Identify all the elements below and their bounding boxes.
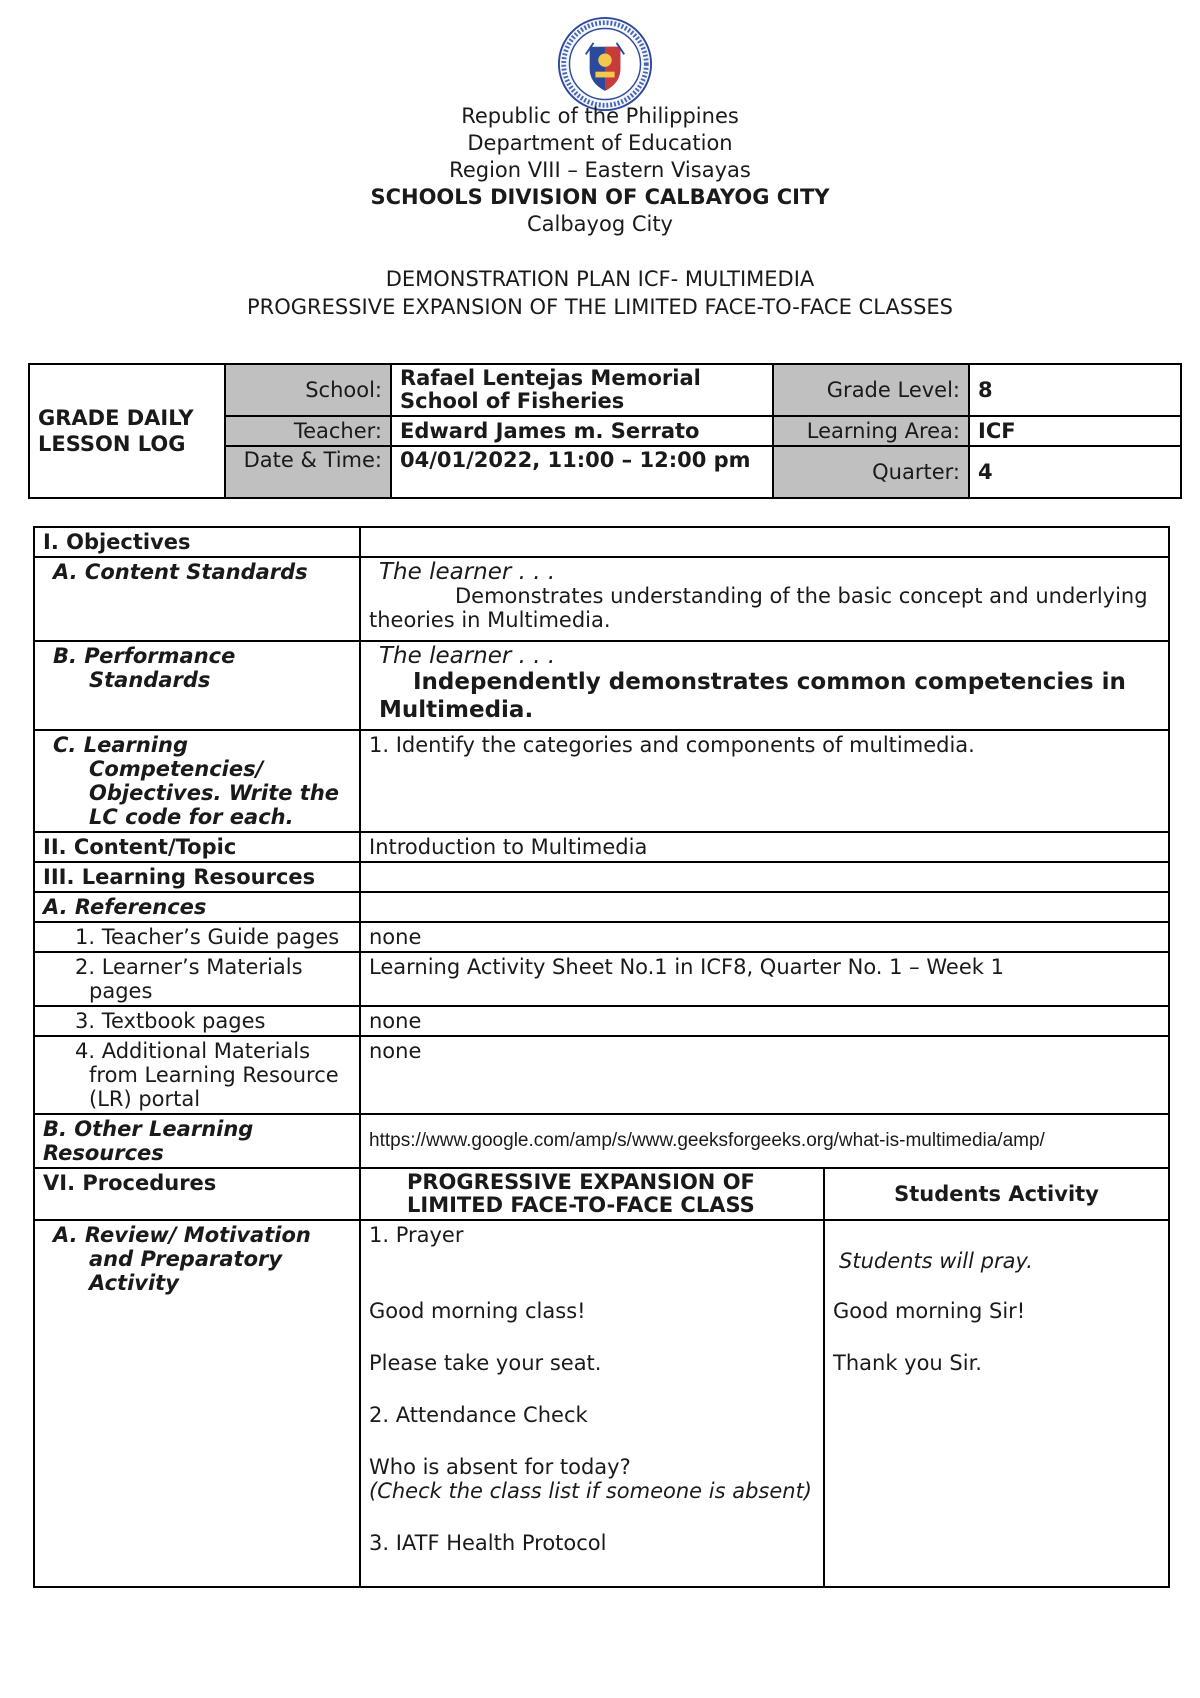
school-value: Rafael Lentejas Memorial School of Fisheries bbox=[391, 364, 773, 416]
review-motivation-label: A. Review/ Motivation and Preparatory Activity bbox=[53, 1223, 311, 1295]
school-label: School: bbox=[225, 364, 391, 416]
teachers-guide-label: 1. Teacher’s Guide pages bbox=[34, 922, 360, 952]
other-resources-link[interactable]: https://www.google.com/amp/s/www.geeksforgeeks.org/what-is-multimedia/amp/ bbox=[360, 1114, 1169, 1168]
students-activity-cell bbox=[824, 1220, 1169, 1587]
procedures-label: VI. Procedures bbox=[34, 1168, 360, 1220]
learning-area-label: Learning Area: bbox=[773, 416, 969, 446]
references-empty-cell bbox=[360, 892, 1169, 922]
additional-materials-label: 4. Additional Materials from Learning Resource (LR) portal bbox=[75, 1039, 339, 1111]
content-standards-label: A. Content Standards bbox=[53, 560, 308, 584]
grade-level-value: 8 bbox=[969, 364, 1181, 416]
learners-materials-label: 2. Learner’s Materials pages bbox=[75, 955, 303, 1003]
learners-materials-value: Learning Activity Sheet No.1 in ICF8, Quarter No. 1 – Week 1 bbox=[360, 952, 1169, 1006]
other-resources-label: B. Other Learning Resources bbox=[34, 1114, 360, 1168]
lesson-log-info-table bbox=[28, 363, 1182, 499]
performance-standards-lead: The learner . . . bbox=[379, 643, 556, 669]
header-city: Calbayog City bbox=[526, 212, 673, 236]
content-standards-lead: The learner . . . bbox=[379, 559, 556, 585]
iatf-step: 3. IATF Health Protocol bbox=[369, 1531, 607, 1555]
students-greeting-line: Good morning Sir! bbox=[833, 1299, 1026, 1323]
teachers-guide-value: none bbox=[360, 922, 1169, 952]
students-thanks-line: Thank you Sir. bbox=[833, 1351, 982, 1375]
learning-competencies-text: 1. Identify the categories and components of multimedia. bbox=[360, 730, 1169, 832]
content-topic-value: Introduction to Multimedia bbox=[360, 832, 1169, 862]
attendance-step: 2. Attendance Check bbox=[369, 1403, 588, 1427]
plan-subtitle: PROGRESSIVE EXPANSION OF THE LIMITED FACE-TO-FACE CLASSES bbox=[246, 295, 954, 319]
teacher-activity-column-header: PROGRESSIVE EXPANSION OF LIMITED FACE-TO-FACE CLASS bbox=[360, 1168, 824, 1220]
absent-note: (Check the class list if someone is absent) bbox=[369, 1479, 812, 1503]
header-division: SCHOOLS DIVISION OF CALBAYOG CITY bbox=[370, 185, 830, 209]
header-region: Region VIII – Eastern Visayas bbox=[449, 158, 751, 182]
objectives-heading: I. Objectives bbox=[34, 527, 360, 557]
deped-seal-logo bbox=[557, 16, 653, 112]
learning-resources-empty-cell bbox=[360, 862, 1169, 892]
plan-title: DEMONSTRATION PLAN ICF- MULTIMEDIA bbox=[385, 267, 815, 291]
additional-materials-value: none bbox=[360, 1036, 1169, 1114]
greeting-line: Good morning class! bbox=[369, 1299, 586, 1323]
prayer-step: 1. Prayer bbox=[369, 1223, 464, 1247]
performance-standards-text: Independently demonstrates common competencies in Multimedia. bbox=[379, 669, 1126, 723]
content-standards-text: Demonstrates understanding of the basic concept and underlying theories in Multimedia. bbox=[369, 584, 1148, 632]
quarter-label: Quarter: bbox=[773, 446, 969, 498]
performance-standards-label: B. Performance Standards bbox=[53, 644, 236, 692]
students-activity-column-header: Students Activity bbox=[824, 1168, 1169, 1220]
objectives-empty-cell bbox=[360, 527, 1169, 557]
header-republic: Republic of the Philippines bbox=[461, 104, 739, 128]
references-label: A. References bbox=[34, 892, 360, 922]
teacher-activity-cell bbox=[360, 1220, 824, 1587]
teacher-label: Teacher: bbox=[225, 416, 391, 446]
grade-level-label: Grade Level: bbox=[773, 364, 969, 416]
students-pray-line: Students will pray. bbox=[839, 1249, 1033, 1273]
quarter-value: 4 bbox=[969, 446, 1181, 498]
date-time-label: Date & Time: bbox=[225, 446, 391, 498]
log-title: GRADE DAILY LESSON LOG bbox=[29, 364, 225, 498]
take-seat-line: Please take your seat. bbox=[369, 1351, 602, 1375]
learning-area-value: ICF bbox=[969, 416, 1181, 446]
textbook-pages-label: 3. Textbook pages bbox=[34, 1006, 360, 1036]
learning-resources-label: III. Learning Resources bbox=[34, 862, 360, 892]
learning-competencies-label: C. Learning Competencies/ Objectives. Write the LC code for each. bbox=[53, 733, 340, 829]
textbook-pages-value: none bbox=[360, 1006, 1169, 1036]
teacher-value: Edward James m. Serrato bbox=[391, 416, 773, 446]
date-time-value: 04/01/2022, 11:00 – 12:00 pm bbox=[391, 446, 773, 498]
absent-question: Who is absent for today? bbox=[369, 1455, 631, 1479]
header-department: Department of Education bbox=[467, 131, 733, 155]
content-topic-label: II. Content/Topic bbox=[34, 832, 360, 862]
lesson-plan-table bbox=[33, 526, 1170, 1588]
